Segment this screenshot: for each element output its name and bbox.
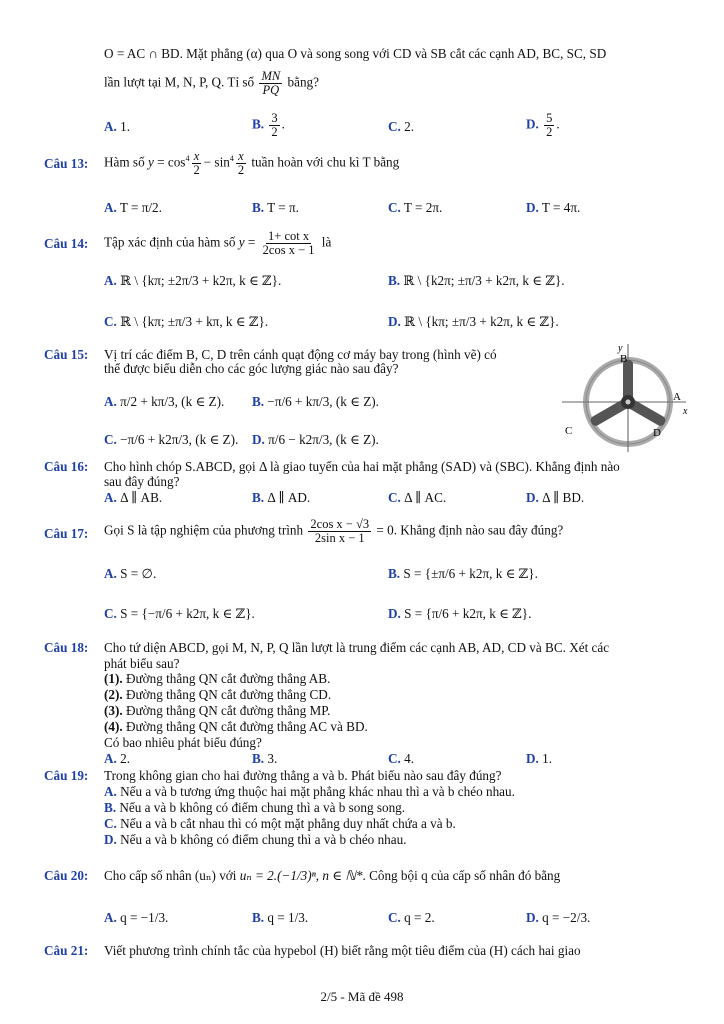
option-letter: D. xyxy=(526,751,539,766)
q18-option-b[interactable] xyxy=(252,751,277,767)
option-text: 1. xyxy=(542,751,553,766)
option-text: q = 1/3. xyxy=(267,910,309,925)
fn-num: 1+ cot x xyxy=(268,229,310,243)
q16-option-a[interactable] xyxy=(104,490,162,506)
option-letter: A. xyxy=(104,751,117,766)
q15-option-b[interactable] xyxy=(252,394,379,410)
q14-option-c[interactable] xyxy=(104,314,268,330)
option-letter: B. xyxy=(252,751,265,766)
option-text: Nếu a và b không có điểm chung thì a và b chéo nhau. xyxy=(120,832,407,847)
option-text: T = π. xyxy=(267,200,299,215)
question-19-line1: Trong không gian cho hai đường thẳng a và b. Phát biểu nào sau đây đúng? xyxy=(104,768,502,783)
q20-option-b[interactable] xyxy=(252,910,308,926)
question-14-stem: Tập xác định của hàm số y = $\frac{\text{1+ cot x}}{\text{2cos x − 1}}$ là xyxy=(104,229,332,257)
option-letter: C. xyxy=(388,910,401,925)
q19-option-c[interactable] xyxy=(104,816,456,832)
prev-question-line2 xyxy=(104,70,319,97)
page-footer: 2/5 - Mã đề 498 xyxy=(320,989,404,1004)
statement-text: Đường thẳng QN cắt đường thẳng AB. xyxy=(125,671,331,686)
option-letter: C. xyxy=(388,490,401,505)
q17-option-c[interactable] xyxy=(104,606,255,622)
question-18-line2: phát biểu sau? xyxy=(104,656,180,671)
question-15-line2: thể được biểu diễn cho các góc lượng giác nào sau đây? xyxy=(104,361,399,376)
question-18-line1: Cho tứ diện ABCD, gọi M, N, P, Q lần lượt là trung điểm các cạnh AB, AD, CD và BC. Xét các xyxy=(104,640,610,655)
option-letter: B. xyxy=(388,566,401,581)
option-letter: C. xyxy=(104,432,117,447)
option-letter: B. xyxy=(388,273,401,288)
statement-num: (3). xyxy=(104,703,123,718)
q15-option-a[interactable] xyxy=(104,394,224,410)
option-letter: A. xyxy=(104,566,117,581)
question-19-label: Câu 19: xyxy=(44,768,89,783)
option-letter: D. xyxy=(104,832,117,847)
option-text: S = {π/6 + k2π, k ∈ ℤ}. xyxy=(404,606,532,621)
ratio-num: MN xyxy=(261,69,281,83)
option-text: 4. xyxy=(404,751,415,766)
q18-option-a[interactable] xyxy=(104,751,130,767)
option-text: 2. xyxy=(404,119,415,134)
stem-text: Gọi S là tập nghiệm của phương trình xyxy=(104,522,304,538)
frac-num: 3 xyxy=(271,111,278,125)
option-letter: A. xyxy=(104,784,117,799)
frac-num: 5 xyxy=(546,111,553,125)
option-text: T = 4π. xyxy=(541,200,581,215)
option-text: 2. xyxy=(120,751,131,766)
option-letter: B. xyxy=(104,800,117,815)
option-text: S = ∅. xyxy=(120,566,157,581)
option-fraction xyxy=(544,112,554,139)
question-16-label: Câu 16: xyxy=(44,459,89,474)
blade-b xyxy=(623,360,633,400)
option-letter: B. xyxy=(252,910,265,925)
option-text: q = 2. xyxy=(404,910,435,925)
option-text: Nếu a và b không có điểm chung thì a và b song song. xyxy=(119,800,406,815)
q13-option-b[interactable] xyxy=(252,200,299,216)
option-fraction xyxy=(269,112,279,139)
option-letter: B. xyxy=(252,394,265,409)
statement-text: Đường thẳng QN cắt đường thẳng MP. xyxy=(125,703,331,718)
option-text: S = {±π/6 + k2π, k ∈ ℤ}. xyxy=(403,566,538,581)
option-text: S = {−π/6 + k2π, k ∈ ℤ}. xyxy=(120,606,255,621)
prev-text-end: bằng? xyxy=(287,74,319,90)
option-letter: C. xyxy=(388,119,401,134)
question-18-label: Câu 18: xyxy=(44,640,89,655)
option-letter: D. xyxy=(526,200,539,215)
prev-option-b[interactable]: B. $\frac{3}{2}$ . xyxy=(252,111,285,139)
q14-option-d[interactable] xyxy=(388,314,559,330)
question-15-line1: Vị trí các điểm B, C, D trên cánh quạt động cơ máy bay trong (hình vẽ) có xyxy=(104,347,497,362)
q15-option-c[interactable] xyxy=(104,432,238,448)
stem-text: Tập xác định của hàm số xyxy=(104,234,236,250)
ratio-den: PQ xyxy=(262,83,280,97)
eq-den: 2sin x − 1 xyxy=(314,531,365,545)
statement-2 xyxy=(104,687,331,703)
option-text: π/2 + kπ/3, (k ∈ Z). xyxy=(120,394,225,409)
question-17-stem xyxy=(104,518,563,545)
frac-den: 2 xyxy=(546,125,553,139)
prev-option-c[interactable] xyxy=(388,119,414,135)
statement-1 xyxy=(104,671,330,687)
sequence-formula: uₙ = 2.(−1/3)ⁿ, n ∈ ℕ* xyxy=(239,868,363,883)
q20-option-a[interactable] xyxy=(104,910,168,926)
prev-option-d[interactable]: D. $\frac{5}{2}$ . xyxy=(526,111,560,139)
hub-center xyxy=(626,400,631,405)
prev-option-a[interactable] xyxy=(104,119,130,135)
option-text: Nếu a và b tương ứng thuộc hai mặt phẳng khác nhau thì a và b chéo nhau. xyxy=(120,784,515,799)
q14-option-b[interactable] xyxy=(388,273,565,289)
label-a: A xyxy=(673,391,681,403)
stem-text-end: là xyxy=(321,234,332,250)
q18-option-c[interactable] xyxy=(388,751,414,767)
option-letter: D. xyxy=(252,432,265,447)
q13-option-c[interactable] xyxy=(388,200,442,216)
option-letter: A. xyxy=(104,490,117,505)
option-text: 1. xyxy=(120,119,131,134)
option-letter: A. xyxy=(104,910,117,925)
option-letter: D. xyxy=(526,116,539,132)
question-13-label: Câu 13: xyxy=(44,156,89,171)
option-text: 3. xyxy=(267,751,278,766)
q16-option-d[interactable] xyxy=(526,490,584,506)
statement-num: (1). xyxy=(104,671,123,686)
stem-text-end: tuần hoàn với chu kì T bằng xyxy=(251,154,400,170)
option-text: Δ ∥ BD. xyxy=(542,490,585,505)
q19-option-a[interactable] xyxy=(104,784,515,800)
option-text: −π/6 + k2π/3, (k ∈ Z). xyxy=(120,432,239,447)
option-text: Δ ∥ AC. xyxy=(404,490,447,505)
option-letter: A. xyxy=(104,119,117,134)
question-20-stem xyxy=(104,868,560,884)
option-letter: B. xyxy=(252,116,265,132)
statement-text: Đường thẳng QN cắt đường thẳng CD. xyxy=(125,687,332,702)
frac-den: 2 xyxy=(271,125,278,139)
statement-text: Đường thẳng QN cắt đường thẳng AC và BD. xyxy=(125,719,368,734)
question-16-line2: sau đây đúng? xyxy=(104,474,180,489)
statement-num: (4). xyxy=(104,719,123,734)
option-letter: A. xyxy=(104,394,117,409)
option-letter: D. xyxy=(388,606,401,621)
option-letter: B. xyxy=(252,490,265,505)
question-13-stem: Hàm số $y = \cos^4$ $\frac{x}{2}$ − $\sin^4$ $\frac{x}{2}$ tuần hoàn với chu kì T bằng xyxy=(104,149,400,177)
q17-option-d[interactable] xyxy=(388,606,531,622)
option-letter: D. xyxy=(526,910,539,925)
q18-option-d[interactable] xyxy=(526,751,552,767)
stem-text: Hàm số xyxy=(104,154,145,170)
statement-num: (2). xyxy=(104,687,123,702)
option-letter: C. xyxy=(104,816,117,831)
statement-3 xyxy=(104,703,330,719)
q16-option-b[interactable] xyxy=(252,490,310,506)
option-text: −π/6 + kπ/3, (k ∈ Z). xyxy=(267,394,379,409)
q17-option-b[interactable] xyxy=(388,566,538,582)
question-17-label: Câu 17: xyxy=(44,526,89,541)
q20-option-d[interactable] xyxy=(526,910,590,926)
q19-option-d[interactable] xyxy=(104,832,407,848)
option-text: T = π/2. xyxy=(119,200,162,215)
option-letter: A. xyxy=(104,200,117,215)
q20-option-c[interactable] xyxy=(388,910,435,926)
eq-num: 2cos x − √3 xyxy=(310,517,370,531)
option-text: π/6 − k2π/3, (k ∈ Z). xyxy=(268,432,379,447)
label-b: B xyxy=(620,353,628,365)
option-text: ℝ \ {kπ; ±2π/3 + k2π, k ∈ ℤ}. xyxy=(120,273,282,288)
option-letter: B. xyxy=(252,200,265,215)
label-x: x xyxy=(683,406,688,417)
question-16-line1: Cho hình chóp S.ABCD, gọi Δ là giao tuyến của hai mặt phẳng (SAD) và (SBC). Khẳng định nào xyxy=(104,459,620,474)
propeller-figure xyxy=(560,340,690,455)
question-21-label: Câu 21: xyxy=(44,943,89,958)
option-text: Δ ∥ AD. xyxy=(267,490,311,505)
q13-option-d[interactable] xyxy=(526,200,580,216)
q14-option-a[interactable] xyxy=(104,273,281,289)
option-text: q = −2/3. xyxy=(542,910,591,925)
q17-option-a[interactable] xyxy=(104,566,156,582)
q13-option-a[interactable] xyxy=(104,200,162,216)
option-text: ℝ \ {k2π; ±π/3 + k2π, k ∈ ℤ}. xyxy=(403,273,565,288)
fn-den: 2cos x − 1 xyxy=(262,243,315,257)
option-letter: C. xyxy=(104,606,117,621)
option-letter: D. xyxy=(526,490,539,505)
label-d: D xyxy=(653,427,661,439)
prev-text: lần lượt tại M, N, P, Q. Tỉ số xyxy=(104,74,255,90)
option-text: Δ ∥ AB. xyxy=(120,490,163,505)
stem-text-end: = 0. Khẳng định nào sau đây đúng? xyxy=(376,522,564,538)
statement-4 xyxy=(104,719,368,735)
q19-option-b[interactable] xyxy=(104,800,405,816)
ratio-fraction xyxy=(259,70,282,97)
q15-option-d[interactable] xyxy=(252,432,379,448)
question-21-line1: Viết phương trình chính tắc của hypebol (H) biết rằng một tiêu điểm của (H) cách hai giao xyxy=(104,943,581,958)
option-letter: C. xyxy=(388,200,401,215)
option-text: ℝ \ {kπ; ±π/3 + k2π, k ∈ ℤ}. xyxy=(404,314,559,329)
option-letter: C. xyxy=(388,751,401,766)
question-15-label: Câu 15: xyxy=(44,347,89,362)
option-text: Nếu a và b cắt nhau thì có một mặt phẳng duy nhất chứa a và b. xyxy=(120,816,456,831)
option-text: T = 2π. xyxy=(403,200,443,215)
option-letter: D. xyxy=(388,314,401,329)
q16-option-c[interactable] xyxy=(388,490,446,506)
option-letter: C. xyxy=(104,314,117,329)
prev-question-line1: O = AC ∩ BD. Mặt phẳng (α) qua O và song song với CD và SB cắt các cạnh AD, BC, SC, SD xyxy=(104,46,607,61)
stem-text-end: . Công bội q của cấp số nhân đó bằng xyxy=(362,868,561,883)
option-text: ℝ \ {kπ; ±π/3 + kπ, k ∈ ℤ}. xyxy=(120,314,269,329)
label-y: y xyxy=(618,343,623,354)
question-18-ask: Có bao nhiêu phát biểu đúng? xyxy=(104,735,262,750)
label-c: C xyxy=(565,425,573,437)
stem-text: Cho cấp số nhân (uₙ) với xyxy=(104,868,237,883)
option-text: q = −1/3. xyxy=(120,910,169,925)
option-letter: A. xyxy=(104,273,117,288)
question-20-label: Câu 20: xyxy=(44,868,89,883)
question-14-label: Câu 14: xyxy=(44,236,89,251)
